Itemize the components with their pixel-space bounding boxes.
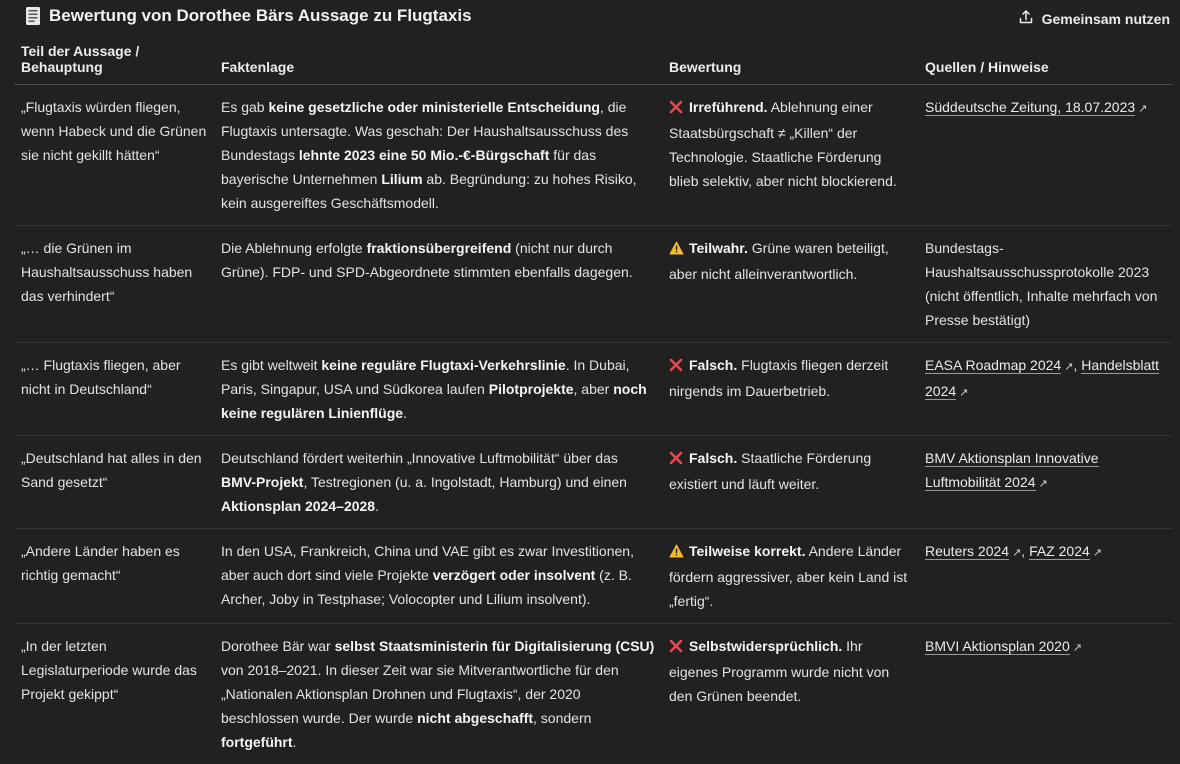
page-title bbox=[25, 6, 472, 26]
facts-text: . bbox=[375, 498, 379, 514]
table-body bbox=[14, 85, 1172, 764]
verdict-label: Falsch. bbox=[689, 357, 737, 373]
facts-emphasis: BMV-Projekt bbox=[221, 474, 303, 490]
facts-cell bbox=[214, 436, 662, 529]
table-row bbox=[14, 85, 1172, 226]
table-row bbox=[14, 436, 1172, 529]
facts-text: , aber bbox=[574, 381, 614, 397]
external-link-icon: ↗ bbox=[1093, 547, 1102, 559]
facts-cell bbox=[214, 529, 662, 624]
facts-emphasis: selbst Staatsministerin für Digitalisierung (CSU) bbox=[335, 638, 655, 654]
source-link[interactable]: EASA Roadmap 2024 bbox=[925, 357, 1061, 374]
source-link[interactable]: Handelsblatt 2024 bbox=[925, 357, 1159, 400]
verdict-label: Teilweise korrekt. bbox=[689, 543, 805, 559]
source-separator: , bbox=[1021, 543, 1029, 559]
facts-cell bbox=[214, 624, 662, 764]
facts-cell bbox=[214, 343, 662, 436]
verdict-cell bbox=[662, 624, 918, 764]
external-link-icon: ↗ bbox=[1138, 103, 1147, 115]
source-link[interactable]: BMVI Aktionsplan 2020 bbox=[925, 638, 1070, 655]
verdict-text: Flugtaxis fliegen derzeit nirgends im Dauerbetrieb. bbox=[669, 357, 888, 399]
facts-text: ab. Begründung: zu hohes Risiko, kein ausgereiftes Geschäftsmodell. bbox=[221, 171, 637, 211]
table-row bbox=[14, 343, 1172, 436]
verdict-cell bbox=[662, 85, 918, 226]
table-row bbox=[14, 226, 1172, 343]
facts-text: . bbox=[403, 405, 407, 421]
sources-cell bbox=[918, 85, 1172, 226]
facts-emphasis: Lilium bbox=[381, 171, 422, 187]
sources-cell bbox=[918, 436, 1172, 529]
table-header-row bbox=[14, 40, 1172, 85]
sources-cell bbox=[918, 529, 1172, 624]
table-row bbox=[14, 529, 1172, 624]
sources-cell bbox=[918, 624, 1172, 764]
facts-text: . bbox=[293, 734, 297, 750]
facts-text: (z. B. Archer, Joby in Testphase; Volocopter und Lilium insolvent). bbox=[221, 567, 632, 607]
table-row bbox=[14, 624, 1172, 764]
claim-cell: „… Flugtaxis fliegen, aber nicht in Deutschland“ bbox=[14, 343, 214, 436]
column-header: Bewertung bbox=[662, 40, 918, 85]
warning-icon bbox=[669, 238, 685, 262]
verdict-text: Andere Länder fördern aggressiver, aber kein Land ist „fertig“. bbox=[669, 543, 907, 609]
claim-cell: „Deutschland hat alles in den Sand gesetzt“ bbox=[14, 436, 214, 529]
verdict-text: Ihr eigenes Programm wurde nicht von den Grünen beendet. bbox=[669, 638, 889, 704]
claim-cell: „… die Grünen im Haushaltsausschuss haben das verhindert“ bbox=[14, 226, 214, 343]
verdict-label: Selbstwidersprüchlich. bbox=[689, 638, 842, 654]
claim-cell: „Andere Länder haben es richtig gemacht“ bbox=[14, 529, 214, 624]
verdict-text: Grüne waren beteiligt, aber nicht alleinverantwortlich. bbox=[669, 240, 889, 282]
verdict-label: Irreführend. bbox=[689, 99, 768, 115]
document-icon bbox=[25, 6, 41, 26]
facts-cell bbox=[214, 85, 662, 226]
claims-table bbox=[14, 40, 1172, 764]
cross-mark-icon bbox=[669, 355, 685, 379]
verdict-cell bbox=[662, 529, 918, 624]
facts-text: Es gab bbox=[221, 99, 268, 115]
verdict-cell bbox=[662, 226, 918, 343]
cross-mark-icon bbox=[669, 636, 685, 660]
facts-text: Es gibt weltweit bbox=[221, 357, 321, 373]
facts-text: Dorothee Bär war bbox=[221, 638, 335, 654]
share-icon bbox=[1018, 9, 1034, 28]
cross-mark-icon bbox=[669, 97, 685, 121]
share-label: Gemeinsam nutzen bbox=[1042, 11, 1170, 27]
column-header: Quellen / Hinweise bbox=[918, 40, 1172, 85]
facts-text: , die Flugtaxis untersagte. Was geschah: Der Haushaltsausschuss des Bundestags bbox=[221, 99, 628, 163]
column-header: Faktenlage bbox=[214, 40, 662, 85]
facts-text: (nicht nur durch Grüne). FDP- und SPD-Abgeordnete stimmten ebenfalls dagegen. bbox=[221, 240, 633, 280]
source-link[interactable]: FAZ 2024 bbox=[1029, 543, 1090, 560]
facts-emphasis: keine gesetzliche oder ministerielle Entscheidung bbox=[268, 99, 599, 115]
source-text: Bundestags-Haushaltsausschussprotokolle 2023 (nicht öffentlich, Inhalte mehrfach von Presse bestätigt) bbox=[925, 240, 1157, 328]
facts-text: Die Ablehnung erfolgte bbox=[221, 240, 367, 256]
sources-cell bbox=[918, 226, 1172, 343]
facts-emphasis: Aktionsplan 2024–2028 bbox=[221, 498, 375, 514]
facts-emphasis: noch keine regulären Linienflüge bbox=[221, 381, 647, 421]
facts-text: In den USA, Frankreich, China und VAE gibt es zwar Investitionen, aber auch dort sind viele Projekte bbox=[221, 543, 634, 583]
facts-emphasis: lehnte 2023 eine 50 Mio.-€-Bürgschaft bbox=[299, 147, 550, 163]
facts-text: , sondern bbox=[533, 710, 591, 726]
facts-emphasis: fortgeführt bbox=[221, 734, 293, 750]
verdict-text: Ablehnung einer Staatsbürgschaft ≠ „Killen“ der Technologie. Staatliche Förderung blieb selektiv, aber nicht blockierend. bbox=[669, 99, 897, 189]
verdict-cell bbox=[662, 343, 918, 436]
verdict-cell bbox=[662, 436, 918, 529]
facts-emphasis: nicht abgeschafft bbox=[417, 710, 533, 726]
cross-mark-icon bbox=[669, 448, 685, 472]
external-link-icon: ↗ bbox=[1073, 642, 1082, 654]
warning-icon bbox=[669, 541, 685, 565]
facts-text: . In Dubai, Paris, Singapur, USA und Südkorea laufen bbox=[221, 357, 630, 397]
source-link[interactable]: BMV Aktionsplan Innovative Luftmobilität 2024 bbox=[925, 450, 1099, 491]
source-link[interactable]: Reuters 2024 bbox=[925, 543, 1009, 560]
facts-text: von 2018–2021. In dieser Zeit war sie Mitverantwortliche für den „Nationalen Aktionsplan Drohnen und Flugtaxis“, der 2020 beschlossen wurde. Der wurde bbox=[221, 662, 619, 726]
facts-cell bbox=[214, 226, 662, 343]
page-header bbox=[0, 0, 1180, 36]
verdict-label: Falsch. bbox=[689, 450, 737, 466]
facts-emphasis: keine reguläre Flugtaxi-Verkehrslinie bbox=[321, 357, 565, 373]
external-link-icon: ↗ bbox=[1039, 478, 1048, 490]
facts-text: , Testregionen (u. a. Ingolstadt, Hamburg) und einen bbox=[303, 474, 627, 490]
facts-text: Deutschland fördert weiterhin „Innovative Luftmobilität“ über das bbox=[221, 450, 618, 466]
verdict-text: Staatliche Förderung existiert und läuft weiter. bbox=[669, 450, 871, 492]
title-text: Bewertung von Dorothee Bärs Aussage zu Flugtaxis bbox=[49, 6, 472, 26]
claim-cell: „In der letzten Legislaturperiode wurde das Projekt gekippt“ bbox=[14, 624, 214, 764]
facts-emphasis: Pilotprojekte bbox=[489, 381, 574, 397]
column-header: Teil der Aussage / Behauptung bbox=[14, 40, 214, 85]
external-link-icon: ↗ bbox=[959, 387, 968, 399]
facts-text: für das bayerische Unternehmen bbox=[221, 147, 596, 187]
facts-emphasis: fraktionsübergreifend bbox=[367, 240, 512, 256]
facts-emphasis: verzögert oder insolvent bbox=[433, 567, 596, 583]
verdict-label: Teilwahr. bbox=[689, 240, 748, 256]
sources-cell bbox=[918, 343, 1172, 436]
share-button[interactable] bbox=[1018, 9, 1170, 28]
claim-cell: „Flugtaxis würden fliegen, wenn Habeck und die Grünen sie nicht gekillt hätten“ bbox=[14, 85, 214, 226]
external-link-icon: ↗ bbox=[1012, 547, 1021, 559]
external-link-icon: ↗ bbox=[1064, 361, 1073, 373]
source-link[interactable]: Süddeutsche Zeitung, 18.07.2023 bbox=[925, 99, 1135, 116]
source-separator: , bbox=[1073, 357, 1081, 373]
